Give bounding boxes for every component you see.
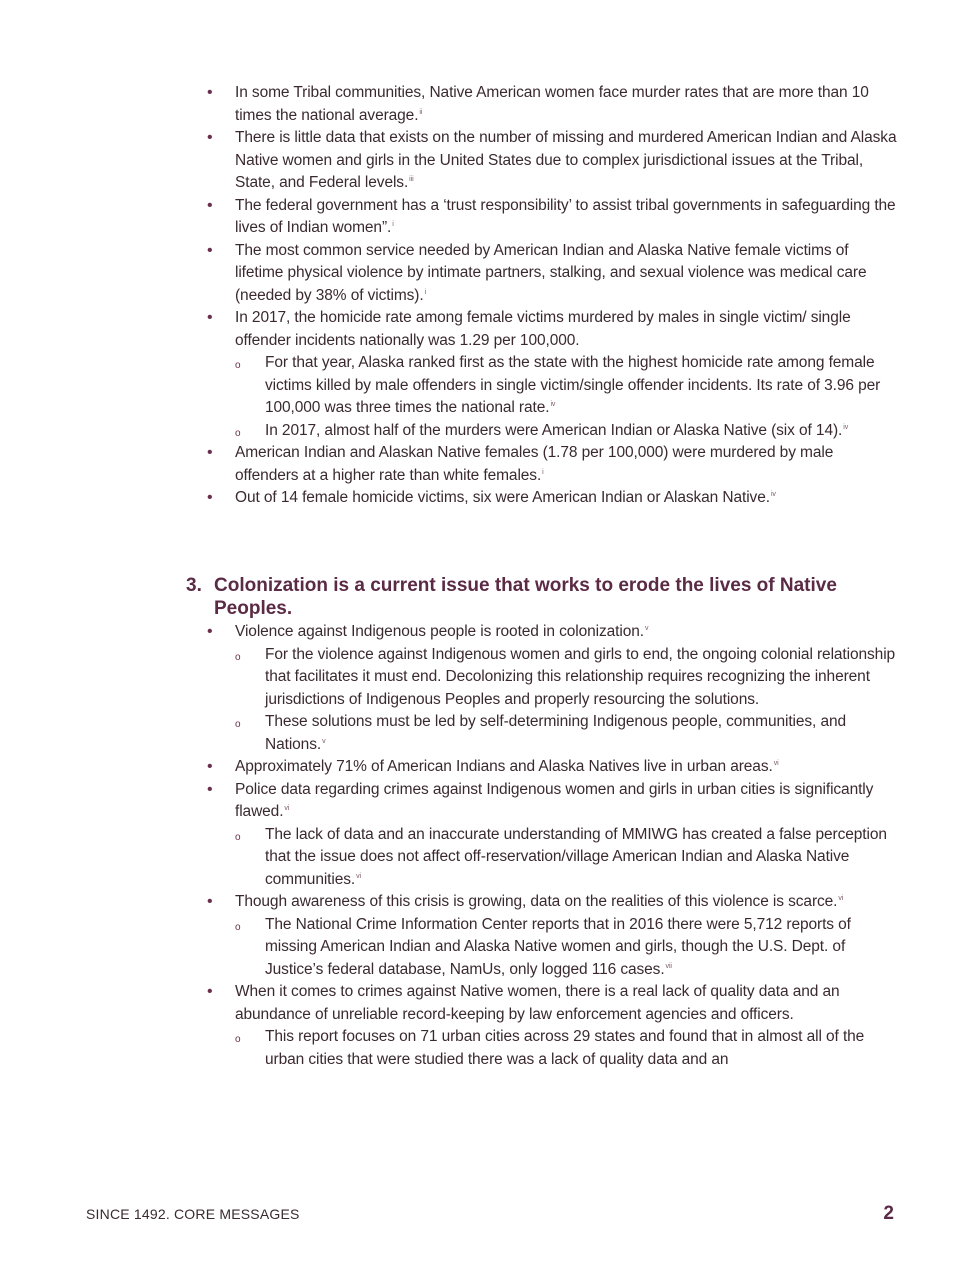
- bullet-list-top: [207, 82, 897, 510]
- sub-list-item: [235, 914, 897, 982]
- list-item-text: Out of 14 female homicide victims, six were American Indian or Alaskan Native.: [235, 489, 770, 506]
- list-item: [207, 756, 897, 779]
- sub-list-item: [235, 644, 897, 712]
- list-item-text: In some Tribal communities, Native American women face murder rates that are more than 10 times the national average.: [235, 84, 869, 124]
- sub-list-item-text: These solutions must be led by self-determining Indigenous people, communities, and Nations.: [265, 713, 847, 753]
- list-item: [207, 779, 897, 892]
- sub-list-item: [235, 420, 897, 443]
- list-item-text: There is little data that exists on the number of missing and murdered American Indian and Alaska Native women and girls in the United States due to complex jurisdictional issues at the Tribal, State, and Federal levels.: [235, 129, 897, 191]
- list-item-text: The federal government has a ‘trust responsibility’ to assist tribal governments in safeguarding the lives of Indian women”.: [235, 196, 896, 236]
- footnote-ref: v: [644, 625, 649, 632]
- list-item-text: Approximately 71% of American Indians and Alaska Natives live in urban areas.: [235, 758, 773, 775]
- list-item: [207, 127, 897, 195]
- section-number: 3.: [186, 575, 202, 596]
- list-item-text: American Indian and Alaskan Native females (1.78 per 100,000) were murdered by male offenders at a higher rate than white females.: [235, 444, 834, 484]
- sub-list-item-text: The lack of data and an inaccurate understanding of MMIWG has created a false perception that the issue does not affect off-reservation/village American Indian and Alaska Native communities.: [265, 825, 887, 888]
- page-number: 2: [883, 1203, 894, 1224]
- footnote-ref: i: [424, 288, 427, 296]
- list-item: [207, 195, 897, 240]
- sub-bullet-list: [235, 644, 897, 757]
- sub-bullet-list: [235, 352, 897, 442]
- sub-list-item-text: The National Crime Information Center reports that in 2016 there were 5,712 reports of missing American Indian and Alaska Native women and girls, though the U.S. Dept. of Justice’s federal database, NamUs, only logged 116 cases.: [265, 915, 851, 978]
- sub-list-item-text: For that year, Alaska ranked first as the state with the highest homicide rate among female victims killed by male offenders in single victim/single offender incidents. Its rate of 3.96 per 100,000 was three times the national rate.: [265, 354, 881, 416]
- sub-list-item-text: This report focuses on 71 urban cities across 29 states and found that in almost all of the urban cities that were studied there was a lack of quality data and an: [265, 1028, 865, 1068]
- footnote-ref: i: [542, 468, 544, 476]
- list-item: [207, 82, 897, 127]
- bullet-list-section-3: [207, 621, 897, 1071]
- sub-bullet-list: [235, 914, 897, 982]
- sub-list-item: [235, 711, 897, 756]
- footer-title: SINCE 1492. CORE MESSAGES: [86, 1206, 300, 1222]
- sub-list-item: [235, 824, 897, 892]
- sub-list-item-text: In 2017, almost half of the murders were American Indian or Alaska Native (six of 14).: [265, 421, 843, 439]
- sub-list-item: [235, 352, 897, 420]
- sub-list-item-text: For the violence against Indigenous women and girls to end, the ongoing colonial relationship that facilitates it must end. Decolonizing this relationship requires recognizing the inherent jurisdictions of Indigenous Peoples and properly resourcing the solutions.: [265, 645, 896, 708]
- list-item-text: When it comes to crimes against Native women, there is a real lack of quality data and an abundance of unreliable record-keeping by law enforcement agencies and officers.: [235, 983, 840, 1023]
- list-item-text: Though awareness of this crisis is growing, data on the realities of this violence is scarce.: [235, 893, 838, 910]
- footnote-ref: iii: [409, 176, 414, 183]
- list-item-text: Police data regarding crimes against Indigenous women and girls in urban cities is significantly flawed.: [235, 780, 874, 820]
- footnote-ref: vi: [356, 872, 361, 880]
- footnote-ref: ii: [419, 108, 423, 116]
- footnote-ref: v: [322, 737, 326, 745]
- list-item-text: In 2017, the homicide rate among female victims murdered by males in single victim/ single offender incidents nationally was 1.29 per 100,000.: [235, 309, 851, 349]
- sub-bullet-list: [235, 1026, 897, 1071]
- list-item: [207, 240, 897, 308]
- list-item: [207, 981, 897, 1071]
- footnote-ref: i: [392, 221, 394, 228]
- footnote-ref: iv: [843, 423, 849, 431]
- footnote-ref: vi: [284, 805, 290, 812]
- section-heading: [186, 575, 886, 620]
- sub-bullet-list: [235, 824, 897, 892]
- footnote-ref: vi: [773, 760, 779, 767]
- list-item: [207, 891, 897, 981]
- footnote-ref: vi: [838, 895, 844, 902]
- list-item: [207, 487, 897, 510]
- list-item-text: The most common service needed by American Indian and Alaska Native female victims of lifetime physical violence by intimate partners, stalking, and sexual violence was medical care (needed by 38% of victims).: [235, 241, 867, 304]
- section-title: Colonization is a current issue that works to erode the lives of Native Peoples.: [214, 575, 837, 619]
- list-item-text: Violence against Indigenous people is rooted in colonization.: [235, 623, 644, 640]
- footnote-ref: iv: [550, 401, 556, 408]
- footnote-ref: vii: [665, 962, 672, 970]
- list-item: [207, 621, 897, 756]
- footnote-ref: iv: [770, 491, 776, 498]
- list-item: [207, 442, 897, 487]
- sub-list-item: [235, 1026, 897, 1071]
- list-item: [207, 307, 897, 442]
